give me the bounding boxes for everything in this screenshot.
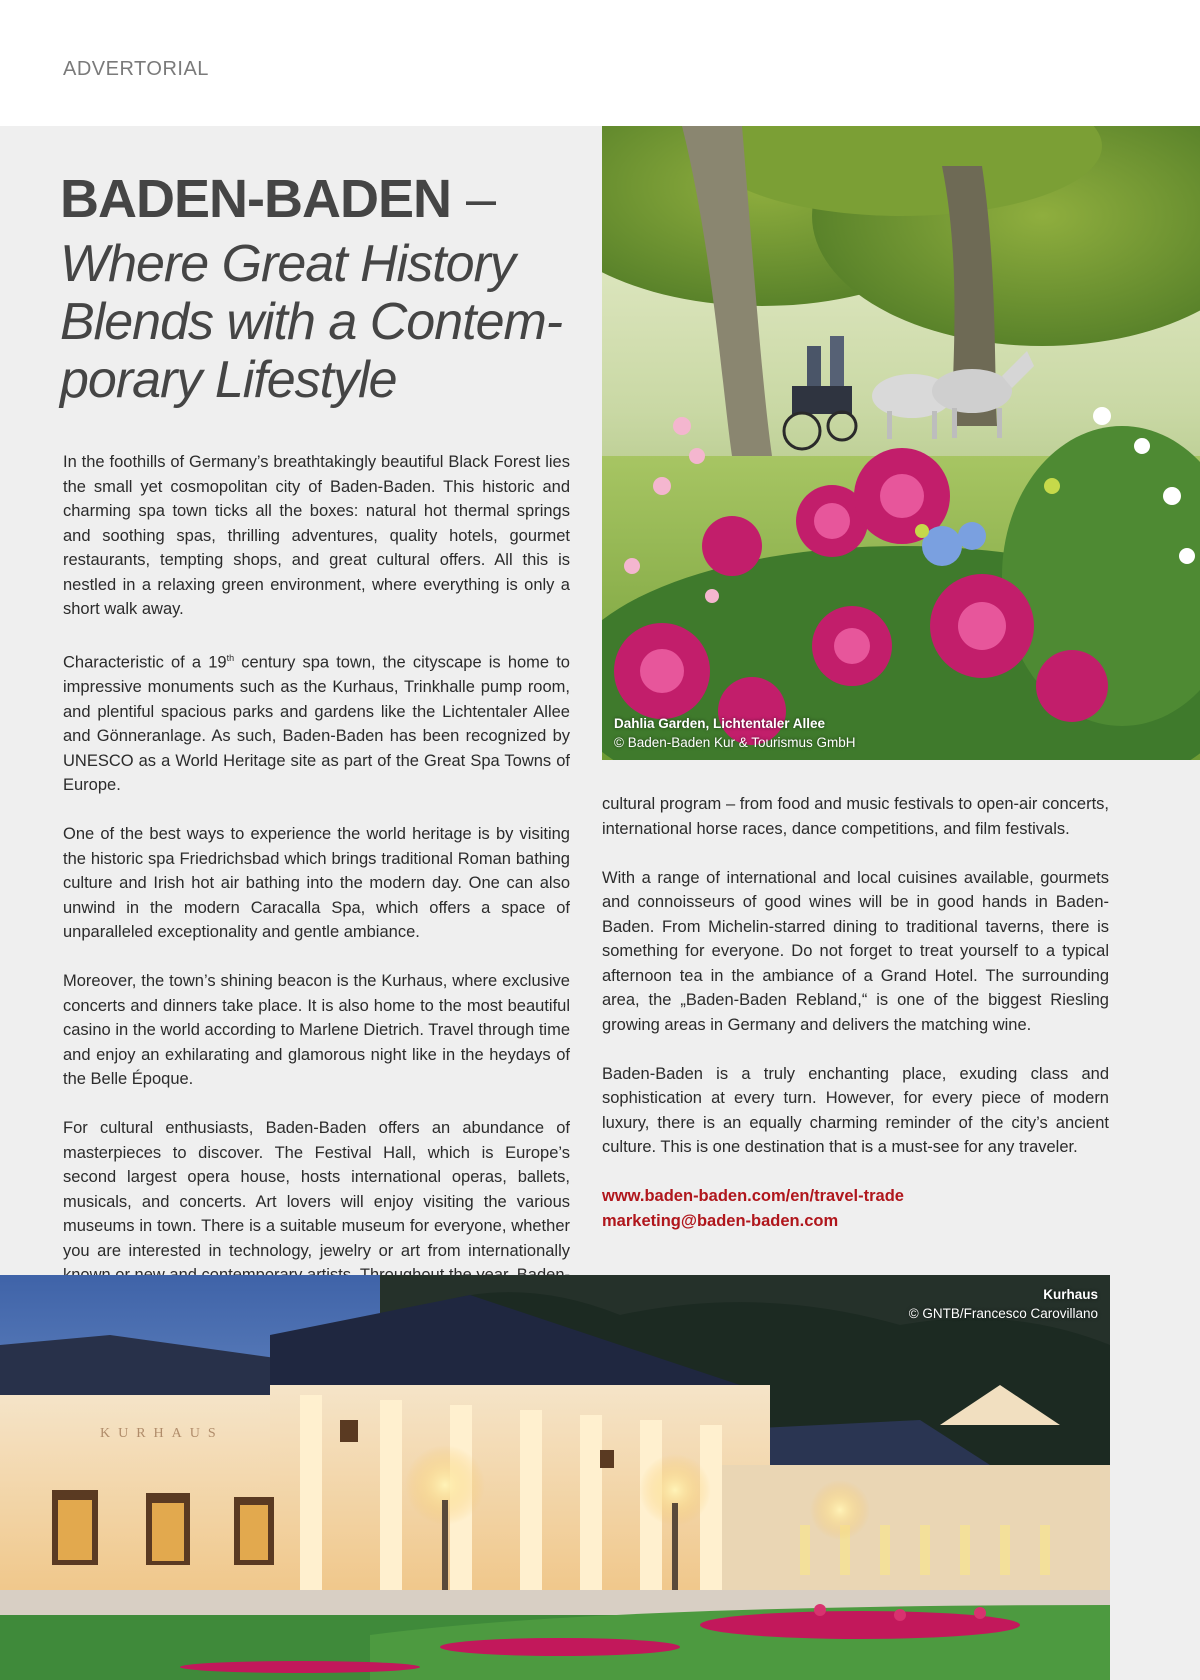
headline-dash: – [451, 169, 497, 229]
kurhaus-building-lettering: KURHAUS [100, 1426, 224, 1441]
article-paragraph-4: Moreover, the town’s shining beacon is the Kurhaus, where exclusive concerts and dinners take place. It is also home to the most beautiful casino in the world according to Marlene Dietrich. Travel through time and enjoy an exhilarating and glamorous night like in the heydays of the Belle Époque. [63, 972, 570, 1088]
headline-subtitle-line-1: Where Great History [60, 235, 515, 293]
headline-main: BADEN-BADEN [60, 169, 451, 229]
dahlia-caption-credit: © Baden-Baden Kur & Tourismus GmbH [614, 735, 856, 750]
article-paragraph-7: With a range of international and local cuisines available, gourmets and connoisseurs of good wines will be in good hands in Baden-Baden. From Michelin-starred dining to traditional taverns, there is something for everyone. Do not forget to treat yourself to a typical afternoon tea in the ambiance of a Grand Hotel. The surrounding area, the „Baden-Baden Rebland,“ is one of the biggest Riesling growing areas in Germany and delivers the matching wine. [602, 868, 1109, 1034]
article-paragraph-2 [63, 646, 570, 798]
article-column-right [602, 792, 1109, 1233]
headline [60, 170, 580, 409]
dahlia-garden-illustration [602, 126, 1200, 760]
dahlia-caption-title: Dahlia Garden, Lichtentaler Allee [614, 716, 826, 731]
article-paragraph-3: One of the best ways to experience the world heritage is by visiting the historic spa Friedrichsbad which brings traditional Roman bathing culture and Irish hot air bathing into the modern day. One can also unwind in the modern Caracalla Spa, which offers a space of unparalleled exceptionality and gentle ambiance. [63, 825, 570, 941]
article-paragraph-8: Baden-Baden is a truly enchanting place, exuding class and sophistication at every turn. However, for every piece of modern luxury, there is an equally charming reminder of the city’s ancient culture. This is one destination that is a must-see for any traveler. [602, 1064, 1109, 1156]
article-paragraph-5: For cultural enthusiasts, Baden-Baden offers an abundance of masterpieces to discover. The Festival Hall, which is Europe’s second largest opera house, hosts international operas, ballets, musicals, and concerts. Art lovers will enjoy visiting the various museums in town. There is a suitable museum for everyone, whether you are interested in technology, jewelry or art from internationally [63, 1119, 570, 1260]
headline-subtitle-line-3: porary Lifestyle [60, 351, 397, 409]
dahlia-garden-photo [602, 126, 1200, 760]
paragraph-2-body: century spa town, the cityscape is home to impressive monuments such as the Kurhaus, Trinkhalle pump room, and plentiful spacious parks and gardens like the Lichtentaler Allee and Gönneranlage. As such, Baden-Baden has been recognized by UNESCO as a World Heritage site as part of the Great Spa Towns of Europe. [63, 653, 570, 794]
header-band [0, 0, 1200, 126]
headline-subtitle-line-2: Blends with a Contem- [60, 293, 563, 351]
kurhaus-photo [0, 1275, 1110, 1680]
article-paragraph-1: In the foothills of Germany’s breathtakingly beautiful Black Forest lies the small yet cosmopolitan city of Baden-Baden. This historic and charming spa town ticks all the boxes: natural hot thermal springs and soothing spas, thrilling adventures, quality hotels, gourmet restaurants, tempting shops, and great cultural offers. All this is nestled in a relaxing green environment, where everything is only a short walk away. [63, 453, 570, 618]
kurhaus-caption-credit: © GNTB/Francesco Carovillano [908, 1306, 1098, 1321]
dahlia-photo-caption [614, 714, 856, 752]
article-paragraph-6: cultural program – from food and music festivals to open-air concerts, international horse races, dance competitions, and film festivals. [602, 795, 1109, 838]
kurhaus-photo-caption [909, 1285, 1098, 1323]
kurhaus-illustration [0, 1275, 1110, 1680]
article-column-left [63, 450, 570, 1337]
superscript-th: th [226, 653, 235, 663]
website-link[interactable]: www.baden-baden.com/en/travel-trade [602, 1187, 904, 1205]
paragraph-2-lead: Characteristic of a 19 [63, 653, 227, 672]
email-link[interactable]: marketing@baden-baden.com [602, 1211, 839, 1230]
section-label: ADVERTORIAL [63, 58, 209, 80]
kurhaus-caption-title: Kurhaus [1043, 1287, 1098, 1302]
